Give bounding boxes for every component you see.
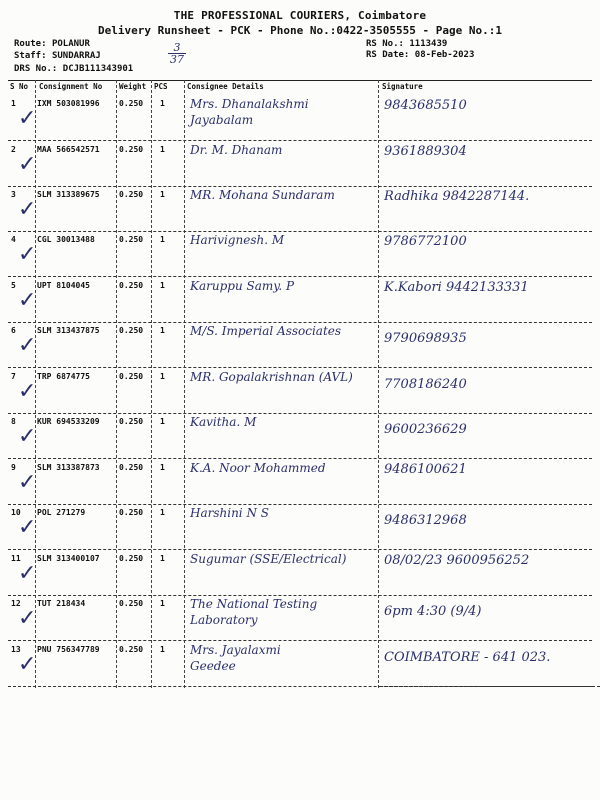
consignee-line-1: Mrs. Dhanalakshmi: [190, 97, 309, 111]
consignee-line-1: K.A. Noor Mohammed: [190, 461, 326, 475]
row-consignment: MAA 566542571: [37, 145, 100, 154]
table-row: [8, 412, 592, 459]
row-signature: [384, 644, 550, 666]
consignee-line-1: Mrs. Jayalaxmi: [190, 643, 281, 657]
check-mark-icon: ✓: [18, 152, 37, 177]
table-row: [8, 640, 592, 687]
consignee-line-1: M/S. Imperial Associates: [190, 324, 342, 338]
row-consignee: [190, 142, 282, 158]
handwritten-bottom: 37: [170, 53, 184, 66]
check-mark-icon: ✓: [18, 561, 37, 586]
row-sno: 5: [11, 281, 16, 290]
signature-line-1: 08/02/23 9600956252: [384, 553, 530, 568]
stamp-divider: [380, 686, 600, 687]
row-signature: [384, 280, 529, 302]
signature-line-1: Radhika 9842287144.: [384, 189, 530, 204]
row-weight: 0.250: [119, 190, 144, 199]
staff-value: SUNDARRAJ: [51, 51, 101, 61]
row-consignee: [190, 414, 256, 430]
check-mark-icon: ✓: [18, 333, 37, 358]
consignee-line-1: MR. Mohana Sundaram: [190, 188, 335, 202]
route-label: Route:: [14, 39, 47, 49]
row-signature: [384, 189, 529, 211]
consignee-line-1: MR. Gopalakrishnan (AVL): [190, 370, 353, 384]
rs-date-value: 08-Feb-2023: [414, 50, 475, 60]
drs-value: DCJB111343901: [62, 64, 134, 74]
row-consignee: [190, 460, 326, 476]
check-mark-icon: ✓: [18, 379, 37, 404]
consignee-line-1: Harshini N S: [190, 506, 269, 520]
company-title: THE PROFESSIONAL COURIERS, Coimbatore: [173, 9, 427, 22]
row-weight: 0.250: [119, 326, 144, 335]
signature-line-2: 9486312968: [384, 513, 467, 528]
row-consignment: SLM 313400107: [37, 554, 100, 563]
rs-no-line: [366, 39, 447, 50]
row-consignee: [190, 187, 335, 203]
row-pcs: 1: [160, 554, 165, 563]
row-pcs: 1: [160, 99, 165, 108]
row-consignment: PNU 756347789: [37, 645, 100, 654]
row-consignee: [190, 369, 353, 385]
check-mark-icon: ✓: [18, 424, 37, 449]
row-sno: 8: [11, 417, 16, 426]
signature-line-1: 9361889304: [384, 144, 467, 159]
row-consignment: IXM 503081996: [37, 99, 100, 108]
header-pcs: PCS: [154, 82, 168, 91]
table-row: [8, 458, 592, 505]
row-weight: 0.250: [119, 99, 144, 108]
table-row: [8, 549, 592, 596]
consignee-line-1: Karuppu Samy. P: [190, 279, 295, 293]
table-row: [8, 321, 592, 368]
header-consignee: Consignee Details: [187, 82, 264, 91]
signature-line-1: 9486100621: [384, 462, 467, 477]
row-consignment: SLM 313389675: [37, 190, 100, 199]
row-sno: 12: [11, 599, 21, 608]
signature-line-2: COIMBATORE - 641 023.: [384, 650, 551, 665]
table-row: [8, 367, 592, 414]
row-weight: 0.250: [119, 235, 144, 244]
row-consignment: CGL 30013488: [37, 235, 95, 244]
row-consignee: [190, 505, 269, 521]
signature-line-2: 6pm 4:30 (9/4): [384, 604, 482, 619]
check-mark-icon: ✓: [18, 106, 37, 131]
row-pcs: 1: [160, 190, 165, 199]
row-pcs: 1: [160, 372, 165, 381]
consignee-line-1: Sugumar (SSE/Electrical): [190, 552, 347, 566]
row-sno: 4: [11, 235, 16, 244]
header-consignment: Consignment No: [39, 82, 103, 91]
table-row: [8, 594, 592, 641]
row-weight: 0.250: [119, 645, 144, 654]
row-weight: 0.250: [119, 508, 144, 517]
signature-line-1: 9843685510: [384, 98, 467, 113]
row-consignee: [190, 278, 294, 294]
row-consignee: [190, 642, 281, 674]
check-mark-icon: ✓: [18, 288, 37, 313]
table-row: [8, 94, 592, 141]
row-sno: 7: [11, 372, 16, 381]
row-signature: [384, 371, 467, 393]
signature-line-2: 7708186240: [384, 377, 467, 392]
row-signature: [384, 507, 467, 529]
row-weight: 0.250: [119, 554, 144, 563]
check-mark-icon: ✓: [18, 197, 37, 222]
table-row: [8, 185, 592, 232]
row-weight: 0.250: [119, 463, 144, 472]
row-pcs: 1: [160, 645, 165, 654]
rs-no-value: 1113439: [409, 39, 448, 49]
header-signature: Signature: [382, 82, 423, 91]
row-sno: 9: [11, 463, 16, 472]
route-value: POLANUR: [51, 39, 90, 49]
consignee-line-2: Geedee: [190, 659, 236, 673]
row-weight: 0.250: [119, 145, 144, 154]
handwritten-count: [168, 42, 186, 65]
check-mark-icon: ✓: [18, 606, 37, 631]
row-consignee: [190, 551, 346, 567]
row-sno: 6: [11, 326, 16, 335]
signature-line-2: 9790698935: [384, 331, 467, 346]
row-signature: [384, 144, 467, 166]
row-sno: 3: [11, 190, 16, 199]
consignee-line-1: Kavitha. M: [190, 415, 257, 429]
table-row: [8, 503, 592, 550]
rs-no-label: RS No.:: [366, 39, 404, 49]
row-signature: [384, 416, 467, 438]
row-consignment: SLM 313387873: [37, 463, 100, 472]
drs-line: [14, 64, 133, 75]
row-signature: [384, 234, 467, 256]
row-consignment: KUR 694533209: [37, 417, 100, 426]
row-pcs: 1: [160, 281, 165, 290]
row-weight: 0.250: [119, 372, 144, 381]
runsheet-title: Delivery Runsheet - PCK - Phone No.:0422-3505555 - Page No.:1: [98, 24, 502, 37]
row-weight: 0.250: [119, 599, 144, 608]
route-line: [14, 39, 90, 50]
signature-line-1: 9786772100: [384, 234, 467, 249]
check-mark-icon: ✓: [18, 652, 37, 677]
rs-date-label: RS Date:: [366, 50, 410, 60]
consignee-line-1: Dr. M. Dhanam: [190, 143, 283, 157]
row-pcs: 1: [160, 145, 165, 154]
row-weight: 0.250: [119, 281, 144, 290]
consignee-line-2: Jayabalam: [190, 113, 254, 127]
consignee-line-1: Harivignesh. M: [190, 233, 285, 247]
row-signature: [384, 98, 467, 120]
row-signature: [384, 553, 529, 575]
row-consignee: [190, 96, 309, 128]
row-consignee: [190, 323, 341, 339]
row-signature: [384, 325, 467, 347]
row-pcs: 1: [160, 235, 165, 244]
row-consignment: TUT 218434: [37, 599, 86, 608]
header-weight: Weight: [119, 82, 147, 91]
row-sno: 13: [11, 645, 21, 654]
row-pcs: 1: [160, 599, 165, 608]
row-consignee: [190, 596, 317, 628]
signature-line-1: K.Kabori 9442133331: [384, 280, 529, 295]
drs-label: DRS No.:: [14, 64, 58, 74]
row-consignment: UPT 8104045: [37, 281, 90, 290]
row-consignment: TRP 6874775: [37, 372, 90, 381]
table-row: [8, 276, 592, 323]
row-signature: [384, 462, 467, 484]
row-consignment: SLM 313437875: [37, 326, 100, 335]
table-row: [8, 140, 592, 187]
row-pcs: 1: [160, 508, 165, 517]
row-pcs: 1: [160, 463, 165, 472]
row-weight: 0.250: [119, 417, 144, 426]
row-consignment: POL 271279: [37, 508, 86, 517]
rs-date-line: [366, 50, 474, 61]
check-mark-icon: ✓: [18, 242, 37, 267]
handwritten-top: 3: [173, 41, 181, 54]
signature-line-2: 9600236629: [384, 422, 467, 437]
table-row: [8, 230, 592, 277]
row-sno: 11: [11, 554, 21, 563]
row-pcs: 1: [160, 326, 165, 335]
row-sno: 10: [11, 508, 21, 517]
consignee-line-2: Laboratory: [190, 613, 258, 627]
row-sno: 2: [11, 145, 16, 154]
row-pcs: 1: [160, 417, 165, 426]
row-signature: [384, 598, 481, 620]
consignee-line-1: The National Testing: [190, 597, 318, 611]
check-mark-icon: ✓: [18, 470, 37, 495]
header-sno: S No: [10, 82, 29, 91]
row-sno: 1: [11, 99, 16, 108]
row-consignee: [190, 232, 284, 248]
check-mark-icon: ✓: [18, 515, 37, 540]
staff-line: [14, 51, 101, 62]
staff-label: Staff:: [14, 51, 47, 61]
